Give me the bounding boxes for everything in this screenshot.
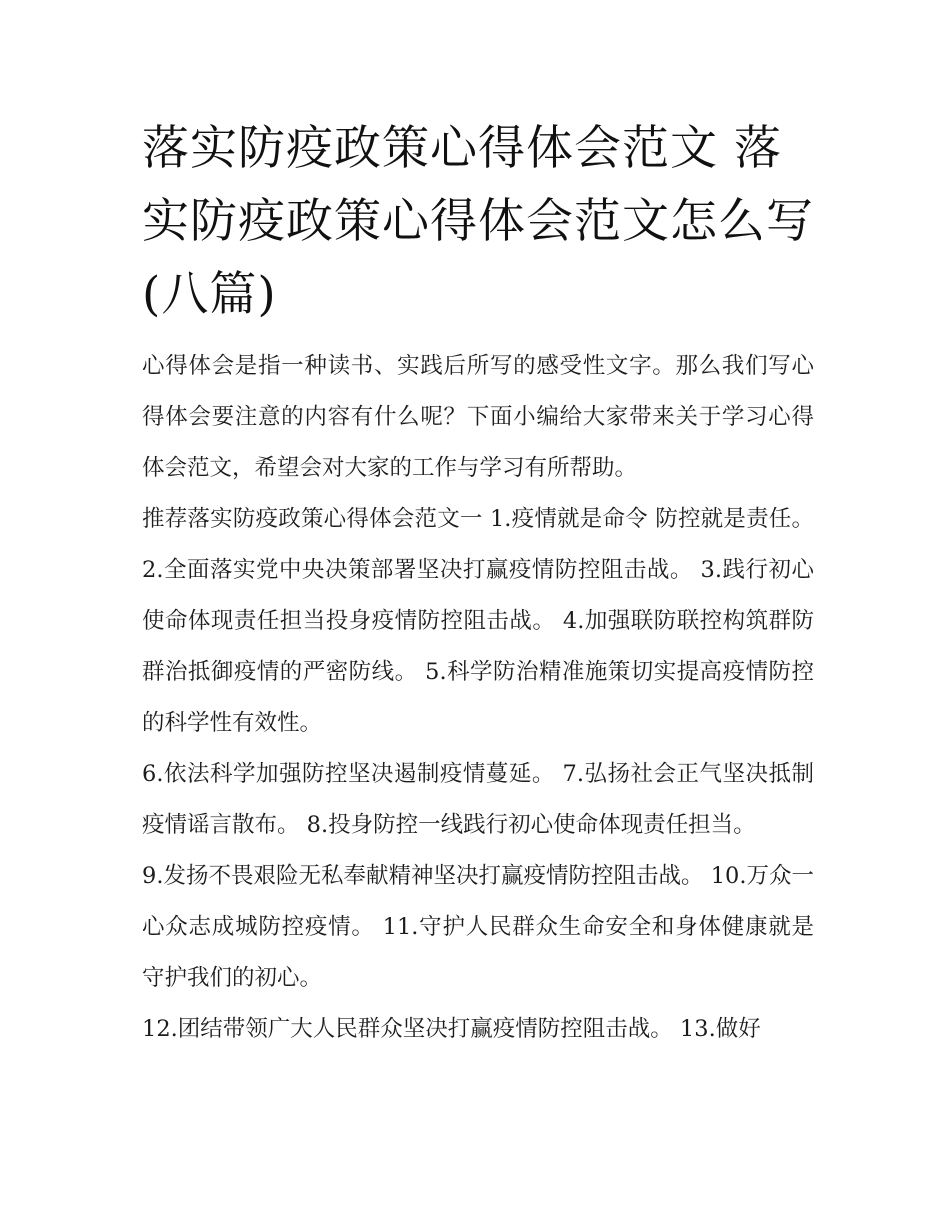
document-title: 落实防疫政策心得体会范文 落实防疫政策心得体会范文怎么写(八篇) [142,121,814,322]
intro-paragraph: 心得体会是指一种读书、实践后所写的感受性文字。那么我们写心得体会要注意的内容有什么呢？下面小编给大家带来关于学习心得体会范文，希望会对大家的工作与学习有所帮助。 [142,353,814,481]
body-paragraph: 9.发扬不畏艰险无私奉献精神坚决打赢疫情防控阻击战。 10.万众一心众志成城防控疫情。 11.守护人民群众生命安全和身体健康就是守护我们的初心。 [142,863,814,991]
body-paragraph: 推荐落实防疫政策心得体会范文一 1.疫情就是命令 防控就是责任。 2.全面落实党中央决策部署坚决打赢疫情防控阻击战。 3.践行初心使命体现责任担当投身疫情防控阻击战。 4.加强联防联控构筑群防群治抵御疫情的严密防线。 5.科学防治精准施策切实提高疫情防控的科学性有效性。 [142,506,814,736]
body-paragraph: 6.依法科学加强防控坚决遏制疫情蔓延。 7.弘扬社会正气坚决抵制疫情谣言散布。 8.投身防控一线践行初心使命体现责任担当。 [142,761,814,838]
document-body [142,341,814,1055]
document-content [142,112,814,1055]
body-paragraph: 12.团结带领广大人民群众坚决打赢疫情防控阻击战。 13.做好 [142,1016,761,1042]
